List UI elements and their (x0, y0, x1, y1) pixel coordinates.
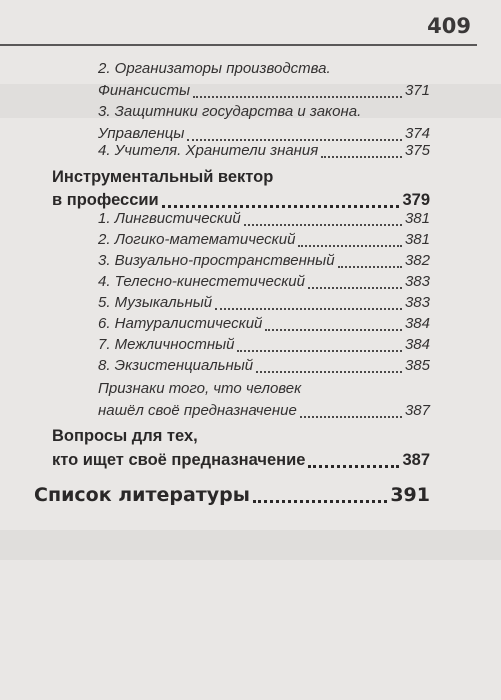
toc-entry-title-line: 3. Защитники государства и закона. (98, 103, 362, 120)
toc-page-number: 381 (404, 210, 430, 227)
toc-entry (98, 58, 430, 102)
toc-entry-title-line: 4. Учителя. Хранители знания (98, 142, 319, 159)
toc-page-number: 391 (390, 484, 430, 506)
page-number: 409 (427, 14, 471, 38)
toc-page-number: 384 (404, 315, 430, 332)
toc-leader-dots (244, 224, 402, 226)
toc-leader-dots (308, 287, 402, 289)
toc-entry (52, 166, 430, 212)
toc-leader-dots (215, 308, 402, 310)
toc-entry-row (98, 208, 430, 230)
toc-entry-row (98, 400, 430, 422)
toc-entry-title-line: Вопросы для тех, (52, 427, 198, 445)
toc-leader-dots (308, 465, 399, 468)
toc-entry (98, 140, 430, 162)
toc-entry-row (98, 80, 430, 102)
toc-entry (98, 271, 430, 293)
toc-page-number: 381 (404, 231, 430, 248)
toc-entry-row (98, 271, 430, 293)
toc-entry (98, 101, 430, 145)
toc-entry-row (98, 334, 430, 356)
toc-entry-title-line: Финансисты (98, 82, 190, 99)
toc-entry-title-line: 1. Лингвистический (98, 210, 241, 227)
toc-leader-dots (193, 96, 402, 98)
toc-entry-title-line: 5. Музыкальный (98, 294, 213, 311)
toc-entry-title-line: 4. Телесно-кинестетический (98, 273, 305, 290)
toc-entry (98, 355, 430, 377)
toc-entry-title-line: Список литературы (34, 484, 250, 506)
toc-entry (98, 378, 430, 422)
toc-page-number: 374 (404, 125, 430, 142)
toc-entry-title-line: Инструментальный вектор (52, 168, 274, 186)
toc-leader-dots (300, 416, 402, 418)
toc-leader-dots (237, 350, 402, 352)
toc-entry (98, 229, 430, 251)
toc-leader-dots (265, 329, 402, 331)
toc-page-number: 382 (404, 252, 430, 269)
toc-entry-row (98, 355, 430, 377)
toc-entry (52, 424, 430, 472)
toc-leader-dots (253, 500, 387, 503)
toc-entry-title-line: 2. Логико-математический (98, 231, 296, 248)
toc-entry (34, 483, 430, 507)
toc-entry-title-line: Признаки того, что человек (98, 380, 302, 397)
toc-entry-row (98, 229, 430, 251)
toc-entry-row (98, 313, 430, 335)
toc-page-number: 375 (404, 142, 430, 159)
toc-entry-row (98, 140, 430, 162)
toc-entry-row (98, 250, 430, 272)
toc-page-number: 387 (402, 451, 430, 469)
toc-entry (98, 334, 430, 356)
toc-entry-title-line: в профессии (52, 191, 159, 209)
toc-leader-dots (321, 156, 402, 158)
toc-entry-row (98, 292, 430, 314)
toc-entry-row (52, 448, 430, 472)
toc-entry-title-line: 7. Межличностный (98, 336, 235, 353)
toc-entry (98, 292, 430, 314)
toc-page-number: 379 (402, 191, 430, 209)
toc-entry-title-line: нашёл своё предназначение (98, 402, 297, 419)
toc-page-number: 387 (404, 402, 430, 419)
toc-leader-dots (298, 245, 402, 247)
toc-entry-title-line: кто ищет своё предназначение (52, 451, 306, 469)
toc-entry-title-line: 8. Экзистенциальный (98, 357, 254, 374)
toc-leader-dots (256, 371, 402, 373)
toc-entry (98, 313, 430, 335)
toc-page-number: 371 (404, 82, 430, 99)
toc-entry-title-line: 6. Натуралистический (98, 315, 263, 332)
toc-entry-row (34, 483, 430, 507)
toc-entry-title-line: 3. Визуально-пространственный (98, 252, 335, 269)
toc-page-number: 384 (404, 336, 430, 353)
toc-page-number: 383 (404, 294, 430, 311)
toc-entry-title-line: Управленцы (98, 125, 185, 142)
toc-page-number: 383 (404, 273, 430, 290)
toc-entry-title-line: 2. Организаторы производства. (98, 60, 331, 77)
toc-entry (98, 250, 430, 272)
toc-entry (98, 208, 430, 230)
toc-page-number: 385 (404, 357, 430, 374)
toc-leader-dots (338, 266, 402, 268)
